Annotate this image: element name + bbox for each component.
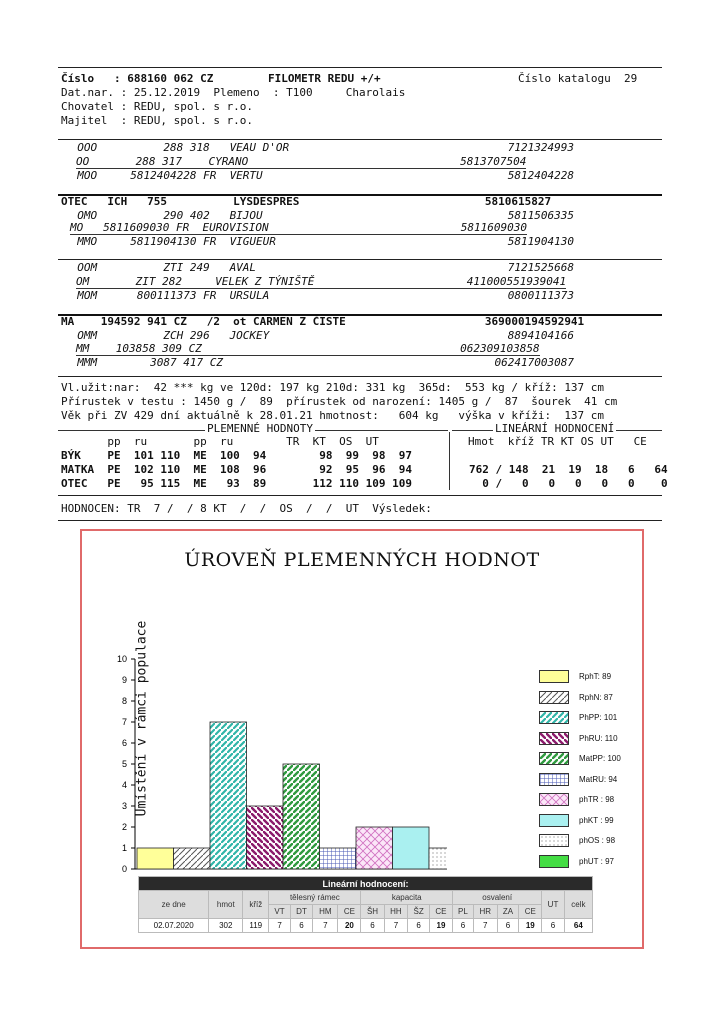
legend-swatch bbox=[539, 793, 569, 806]
y-tick-label: 9 bbox=[121, 675, 127, 685]
group-capacity: kapacita bbox=[361, 891, 453, 905]
breeding-values-columns: pp ru pp ru TR KT OS UT bbox=[61, 435, 379, 448]
col-ut: UT bbox=[542, 891, 564, 919]
sub-col-11: CE bbox=[519, 905, 542, 919]
linear-cell-12: 7 bbox=[473, 919, 497, 933]
row-otec-linear: 0 / 0 0 0 0 0 0 bbox=[469, 477, 668, 490]
legend-item bbox=[539, 773, 649, 787]
legend-swatch bbox=[539, 752, 569, 765]
breeding-values-chart bbox=[80, 529, 644, 949]
linear-cell-9: 6 bbox=[408, 919, 430, 933]
linear-table-title: Lineární hodnocení: bbox=[139, 877, 593, 891]
linear-cell-1: 302 bbox=[209, 919, 243, 933]
y-tick-label: 3 bbox=[121, 801, 127, 811]
linear-cell-15: 6 bbox=[542, 919, 564, 933]
chart-plot bbox=[107, 651, 447, 891]
bar-rphn bbox=[174, 848, 211, 869]
birth-date-breed: Dat.nar. : 25.12.2019 Plemeno : T100 Charolais bbox=[61, 86, 406, 99]
legend-swatch bbox=[539, 855, 569, 868]
sub-col-7: CE bbox=[429, 905, 452, 919]
linear-columns: Hmot kříž TR KT OS UT CE bbox=[468, 435, 647, 448]
legend-label: MatPP: 100 bbox=[579, 754, 621, 763]
legend-label: RphT: 89 bbox=[579, 672, 612, 681]
legend-label: phKT : 99 bbox=[579, 815, 614, 825]
row-matka: MATKA PE 102 110 ME 108 96 92 95 96 94 bbox=[61, 463, 412, 476]
col-date: ze dne bbox=[139, 891, 209, 919]
group-muscling: osvalení bbox=[452, 891, 541, 905]
pedigree-ma: MA 194592 941 CZ /2 ot CARMEN Z ČISTE 369000194592941 bbox=[61, 315, 585, 328]
linear-cell-16: 64 bbox=[564, 919, 592, 933]
breeder: Chovatel : REDU, spol. s r.o. bbox=[61, 100, 254, 113]
legend-label: phTR : 98 bbox=[579, 795, 615, 804]
bar-phtr bbox=[356, 827, 393, 869]
linear-cell-3: 7 bbox=[269, 919, 291, 933]
header-number: Číslo : 688160 062 CZ bbox=[61, 72, 214, 85]
legend-item bbox=[539, 834, 649, 848]
pedigree-oo: OO 288 317 CYRANO 5813707504 bbox=[76, 155, 527, 168]
y-tick-label: 4 bbox=[121, 780, 127, 790]
bar-matru bbox=[320, 848, 357, 869]
pedigree-omm: OMM ZCH 296 JOCKEY 8894104166 bbox=[64, 329, 574, 342]
sub-col-5: HH bbox=[384, 905, 408, 919]
y-tick-label: 8 bbox=[121, 696, 127, 706]
pedigree-om: OM ZIT 282 VELEK Z TÝNIŠTĚ 411000551939041 bbox=[76, 275, 567, 288]
col-celk: celk bbox=[564, 891, 592, 919]
pedigree-ooo: OOO 288 318 VEAU D'OR 7121324993 bbox=[64, 141, 574, 154]
legend-item bbox=[539, 691, 649, 705]
linear-evaluation-heading: LINEÁRNÍ HODNOCENÍ bbox=[495, 422, 615, 435]
group-frame: tělesný rámec bbox=[269, 891, 361, 905]
pedigree-otec: OTEC ICH 755 LYSDESPRES 5810615827 bbox=[61, 195, 552, 208]
col-kriz: kříž bbox=[243, 891, 269, 919]
owner: Majitel : REDU, spol. s r.o. bbox=[61, 114, 254, 127]
linear-cell-5: 7 bbox=[313, 919, 338, 933]
legend-swatch bbox=[539, 711, 569, 724]
linear-cell-14: 19 bbox=[519, 919, 542, 933]
linear-cell-13: 6 bbox=[497, 919, 519, 933]
pedigree-mmm: MMM 3087 417 CZ 062417003087 bbox=[64, 356, 574, 369]
row-otec: OTEC PE 95 115 ME 93 89 112 110 109 109 bbox=[61, 477, 412, 490]
linear-cell-7: 6 bbox=[361, 919, 384, 933]
legend-item bbox=[539, 732, 649, 746]
col-hmot: hmot bbox=[209, 891, 243, 919]
linear-cell-4: 6 bbox=[290, 919, 312, 933]
sub-col-10: ZA bbox=[497, 905, 519, 919]
y-tick-label: 7 bbox=[121, 717, 127, 727]
sub-col-8: PL bbox=[452, 905, 473, 919]
sub-col-1: DT bbox=[290, 905, 312, 919]
legend-label: PhRU: 110 bbox=[579, 733, 618, 743]
legend-label: RphN: 87 bbox=[579, 692, 613, 702]
sub-col-0: VT bbox=[269, 905, 291, 919]
legend-item bbox=[539, 711, 649, 725]
sub-col-3: CE bbox=[338, 905, 361, 919]
hodnoceni-line: HODNOCEN: TR 7 / / 8 KT / / OS / / UT Výsledek: bbox=[61, 502, 432, 515]
linear-cell-2: 119 bbox=[243, 919, 269, 933]
y-tick-label: 10 bbox=[116, 654, 127, 664]
linear-evaluation-table bbox=[138, 876, 593, 933]
legend-label: phUT : 97 bbox=[579, 856, 614, 866]
header-animal-name: FILOMETR REDU +/+ bbox=[268, 72, 381, 85]
chart-title: ÚROVEŇ PLEMENNÝCH HODNOT bbox=[184, 549, 540, 571]
chart-y-label: Umístění v rámci populace bbox=[134, 620, 150, 817]
linear-cell-11: 6 bbox=[452, 919, 473, 933]
sub-col-2: HM bbox=[313, 905, 338, 919]
legend-label: phOS : 98 bbox=[579, 836, 616, 845]
legend-swatch bbox=[539, 834, 569, 847]
pedigree-mm: MM 103858 309 CZ 062309103858 bbox=[76, 342, 540, 355]
performance-line-1: Vl.užit:nar: 42 *** kg ve 120d: 197 kg 210d: 331 kg 365d: 553 kg / kříž: 137 cm bbox=[61, 381, 605, 394]
breeding-values-heading: PLEMENNÉ HODNOTY bbox=[207, 422, 313, 435]
row-byk: BÝK PE 101 110 ME 100 94 98 99 98 97 bbox=[61, 449, 412, 462]
pedigree-oom: OOM ZTI 249 AVAL 7121525668 bbox=[64, 261, 574, 274]
legend-swatch bbox=[539, 670, 569, 683]
sub-col-9: HR bbox=[473, 905, 497, 919]
legend-swatch bbox=[539, 773, 569, 786]
catalog-number: Číslo katalogu 29 bbox=[518, 72, 638, 85]
pedigree-mom: MOM 800111373 FR URSULA 0800111373 bbox=[64, 289, 574, 302]
row-matka-linear: 762 / 148 21 19 18 6 64 bbox=[469, 463, 668, 476]
linear-cell-6: 20 bbox=[338, 919, 361, 933]
y-tick-label: 6 bbox=[121, 738, 127, 748]
linear-cell-8: 7 bbox=[384, 919, 408, 933]
legend-item bbox=[539, 670, 649, 684]
bar-phpp bbox=[210, 722, 247, 869]
y-tick-label: 5 bbox=[121, 759, 127, 769]
pedigree-mo: MO 5811609030 FR EUROVISION 5811609030 bbox=[70, 221, 527, 234]
sub-col-4: ŠH bbox=[361, 905, 384, 919]
linear-cell-10: 19 bbox=[429, 919, 452, 933]
legend-item bbox=[539, 752, 649, 766]
pedigree-omo: OMO 290 402 BIJOU 5811506335 bbox=[64, 209, 574, 222]
y-tick-label: 0 bbox=[121, 864, 127, 874]
sub-col-6: ŠZ bbox=[408, 905, 430, 919]
legend-item bbox=[539, 855, 649, 869]
legend-item bbox=[539, 793, 649, 807]
bar-matpp bbox=[283, 764, 320, 869]
y-tick-label: 1 bbox=[121, 843, 127, 853]
legend-swatch bbox=[539, 814, 569, 827]
y-tick-label: 2 bbox=[121, 822, 127, 832]
pedigree-moo: MOO 5812404228 FR VERTU 5812404228 bbox=[64, 169, 574, 182]
pedigree-mmo: MMO 5811904130 FR VIGUEUR 5811904130 bbox=[64, 235, 574, 248]
legend-label: MatRU: 94 bbox=[579, 774, 618, 784]
legend-swatch bbox=[539, 732, 569, 745]
bar-rpht bbox=[137, 848, 174, 869]
bar-phos bbox=[429, 848, 447, 869]
bar-phru bbox=[247, 806, 284, 869]
linear-cell-0: 02.07.2020 bbox=[139, 919, 209, 933]
bar-phkt bbox=[393, 827, 430, 869]
legend-label: PhPP: 101 bbox=[579, 713, 618, 722]
performance-line-3: Věk při ZV 429 dní aktuálně k 28.01.21 hmotnost: 604 kg výška v kříži: 137 cm bbox=[61, 409, 605, 422]
performance-line-2: Přírustek v testu : 1450 g / 89 přírustek od narození: 1405 g / 87 šourek 41 cm bbox=[61, 395, 618, 408]
legend-swatch bbox=[539, 691, 569, 704]
legend-item bbox=[539, 814, 649, 828]
